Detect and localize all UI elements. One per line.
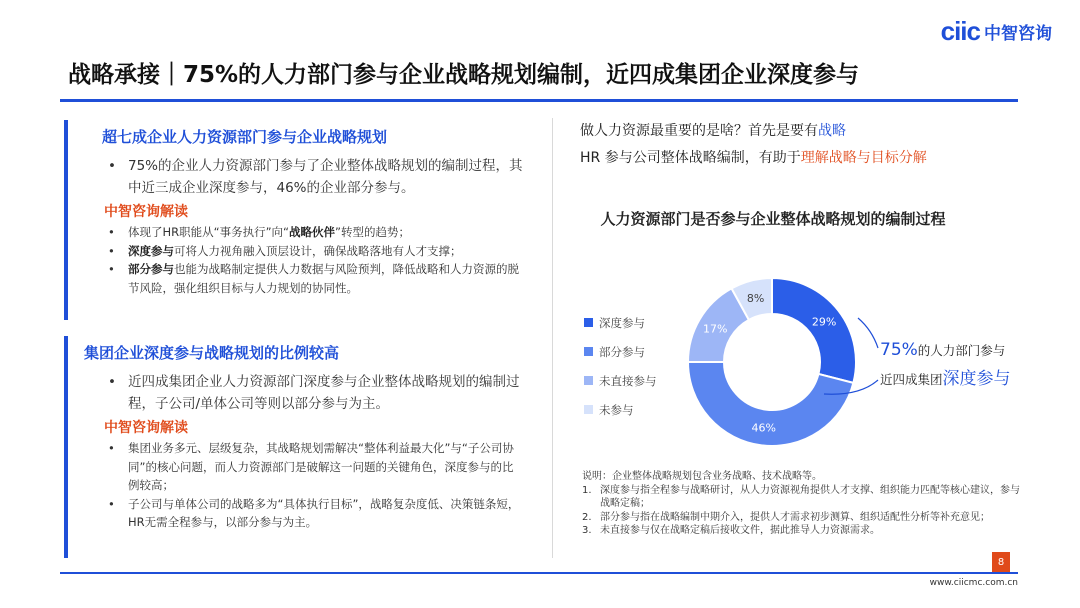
legend-swatch	[584, 347, 593, 356]
chart-legend	[584, 308, 657, 424]
section1-interp-item: • 深度参与可将人力视角融入顶层设计，确保战略落地有人才支撑；	[68, 242, 530, 261]
column-divider	[552, 118, 553, 558]
footer-divider	[60, 572, 1018, 574]
donut-data-label: 29%	[811, 315, 837, 329]
section2-interp-title: 中智咨询解读	[104, 420, 188, 436]
brand-mark: ciic	[940, 16, 980, 46]
legend-item: 部分参与	[584, 337, 657, 366]
donut-data-label: 17%	[702, 322, 728, 336]
section1-title: 超七成企业人力资源部门参与企业战略规划	[102, 128, 388, 146]
section2-interp-item: • 集团业务多元、层级复杂，其战略规划需解决“整体利益最大化”与“子公司协同”的核心问题，而人力资源部门是破解这一问题的关键角色，深度参与的比例较高；	[68, 439, 530, 495]
section-hr-participation	[64, 120, 530, 320]
section2-interp-item: • 子公司与单体公司的战略多为“具体执行目标”，战略复杂度低、决策链条短，HR无需全程参与，以部分参与为主。	[68, 495, 530, 532]
section2-bullet: • 近四成集团企业人力资源部门深度参与企业整体战略规划的编制过程，子公司/单体公司等则以部分参与为主。	[68, 371, 530, 415]
legend-item: 未参与	[584, 395, 657, 424]
note-item: 2. 部分参与指在战略编制中期介入，提供人才需求初步测算、组织适配性分析等补充意见；	[582, 511, 990, 523]
section1-bullet: • 75%的企业人力资源部门参与了企业整体战略规划的编制过程，其中近三成企业深度参与，46%的企业部分参与。	[68, 155, 530, 199]
right-intro	[580, 118, 927, 172]
chart-notes	[582, 470, 1022, 538]
donut-slice	[772, 278, 856, 383]
brand-logo	[941, 16, 1052, 47]
notes-intro: 说明：企业整体战略规划包含业务战略、技术战略等。	[582, 471, 822, 482]
chart-title: 人力资源部门是否参与企业整体战略规划的编制过程	[600, 210, 946, 228]
section-group-participation	[64, 336, 530, 558]
legend-swatch	[584, 376, 593, 385]
donut-data-label: 8%	[746, 292, 765, 306]
intro-line-2: HR 参与公司整体战略编制，有助于理解战略与目标分解	[580, 150, 927, 166]
section2-title: 集团企业深度参与战略规划的比例较高	[84, 344, 340, 362]
legend-item: 未直接参与	[584, 366, 657, 395]
page-number: 8	[992, 552, 1010, 572]
callout-line-1: 75%的人力部门参与	[880, 340, 1006, 360]
brand-name: 中智咨询	[984, 24, 1052, 44]
note-item: 1. 深度参与指全程参与战略研讨，从人力资源视角提供人才支撑、组织能力匹配等核心建议，参与战略定稿；	[582, 484, 1020, 509]
donut-chart	[684, 274, 860, 450]
footer-url: www.ciicmc.com.cn	[929, 578, 1018, 588]
legend-swatch	[584, 405, 593, 414]
callout-line-2: 近四成集团深度参与	[880, 369, 1011, 389]
chart-callout	[880, 336, 1011, 394]
title-divider	[60, 99, 1018, 102]
legend-swatch	[584, 318, 593, 327]
section1-interp-item: • 体现了HR职能从“事务执行”向“战略伙伴”转型的趋势；	[68, 223, 530, 242]
donut-data-label: 46%	[751, 421, 776, 435]
page-title: 战略承接｜75%的人力部门参与企业战略规划编制，近四成集团企业深度参与	[68, 62, 860, 88]
note-item: 3. 未直接参与仅在战略定稿后接收文件，据此推导人力资源需求。	[582, 525, 880, 536]
intro-line-1: 做人力资源最重要的是啥？首先是要有战略	[580, 123, 846, 139]
section1-interp-title: 中智咨询解读	[104, 204, 188, 220]
legend-item: 深度参与	[584, 308, 657, 337]
section1-interp-item: • 部分参与也能为战略制定提供人力数据与风险预判，降低战略和人力资源的脱节风险，强化组织目标与人力规划的协同性。	[68, 260, 530, 297]
